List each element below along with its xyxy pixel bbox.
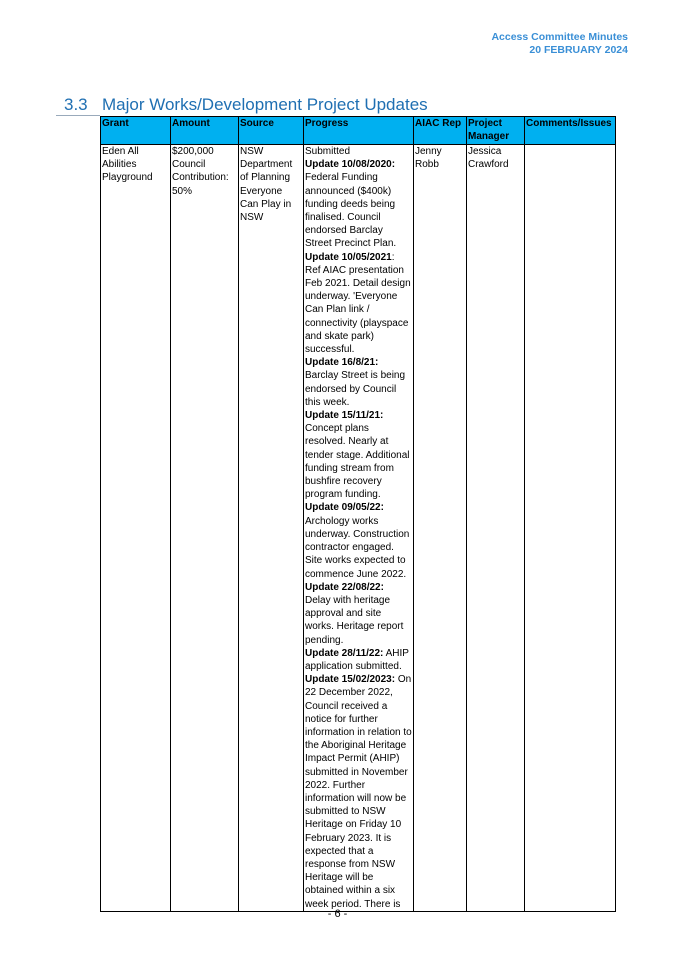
progress-update: Update 10/05/2021: Ref AIAC presentation Feb 2021. Detail design underway. 'Everyone Can Plan link / connectivity (playspace and skate park) successful. [305,251,411,356]
cell-aiac-rep: Jenny Robb [414,145,467,912]
section-number: 3.3 [64,95,88,114]
project-updates-table [100,116,616,912]
progress-intro: Submitted [305,146,351,157]
header-grant: Grant [101,117,171,145]
progress-update: Update 09/05/22: Archology works underway. Construction contractor engaged. Site works expected to commence June 2022. [305,502,410,580]
header-source: Source [239,117,304,145]
page-number: - 6 - [327,908,348,920]
progress-update: Update 22/08/22: Delay with heritage approval and site works. Heritage report pending. [305,581,404,646]
cell-comments [525,145,616,912]
section-heading [64,95,428,115]
header-amount: Amount [171,117,239,145]
heading-rule [56,115,100,116]
cell-amount: $200,000 Council Contribution: 50% [171,145,239,912]
header-project-manager: Project Manager [467,117,525,145]
section-title: Major Works/Development Project Updates [102,95,428,114]
header-date: 20 FEBRUARY 2024 [529,44,628,56]
header-progress: Progress [304,117,414,145]
header-title: Access Committee Minutes [491,31,628,43]
header-aiac-rep: AIAC Rep [414,117,467,145]
progress-update: Update 15/02/2023: On 22 December 2022, Council received a notice for further information in relation to the Aboriginal Heritage Impact Permit (AHIP) submitted in November 2022. Further information will now be submitted to NSW Heritage on Friday 10 February 2023. It is expected that a response from NSW Heritage will be obtained within a six week period. There is [305,674,412,910]
progress-update: Update 16/8/21: Barclay Street is being endorsed by Council this week. [305,357,406,408]
document-header [491,31,628,57]
progress-update: Update 15/11/21: Concept plans resolved. Nearly at tender stage. Additional funding stream from bushfire recovery program funding. [305,410,410,501]
cell-progress [304,145,414,912]
progress-update: Update 10/08/2020: Federal Funding announced ($400k) funding deeds being finalised. Council endorsed Barclay Street Precinct Plan. [305,159,397,250]
cell-source: NSW Department of Planning Everyone Can Play in NSW [239,145,304,912]
cell-project-manager: Jessica Crawford [467,145,525,912]
table-header-row [101,117,616,145]
header-comments: Comments/Issues [525,117,616,145]
cell-grant: Eden All Abilities Playground [101,145,171,912]
table-row [101,145,616,912]
progress-update: Update 28/11/22: AHIP application submitted. [305,647,409,672]
